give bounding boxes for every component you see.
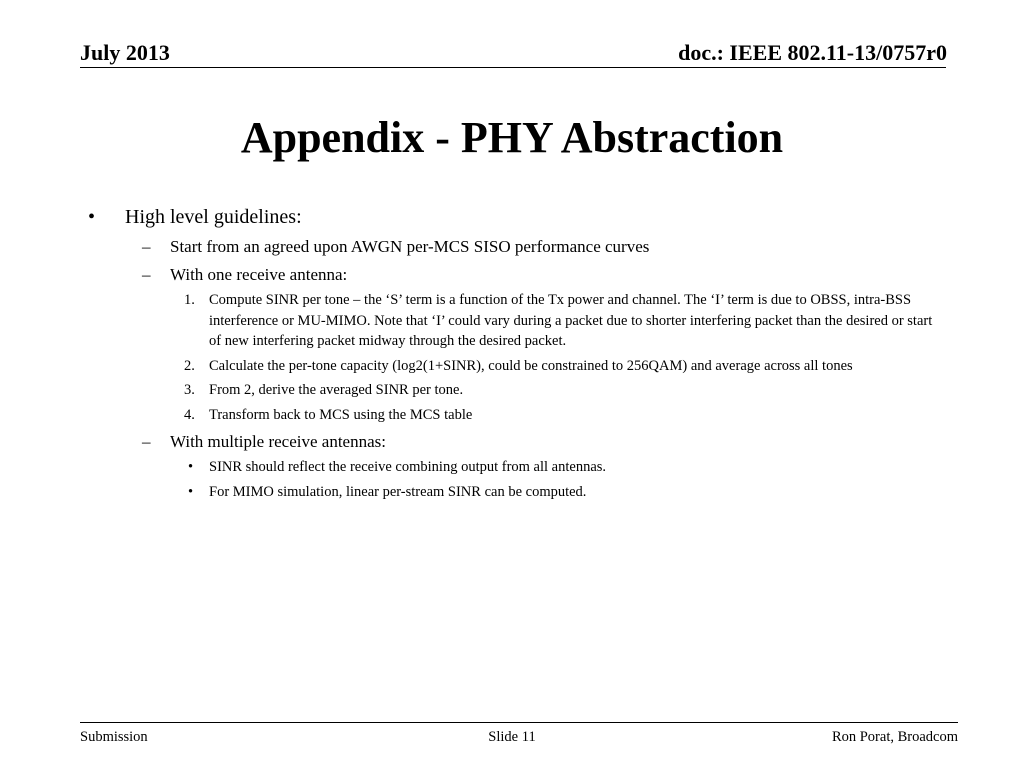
step-text: Calculate the per-tone capacity (log2(1+SINR), could be constrained to 256QAM) and average across all tones bbox=[209, 357, 853, 374]
footer-slide-number: Slide 11 bbox=[488, 729, 536, 745]
sub-bullet-multiple-antennas bbox=[80, 431, 940, 453]
slide-body bbox=[80, 204, 940, 502]
footer-rule bbox=[80, 722, 958, 723]
footer-author: Ron Porat, Broadcom bbox=[831, 729, 958, 745]
step-number: 1. bbox=[184, 292, 195, 308]
header-doc-id: doc.: IEEE 802.11-13/0757r0 bbox=[678, 40, 947, 65]
sub-bullet-awgn-curves bbox=[80, 236, 940, 258]
list-item bbox=[80, 457, 940, 478]
numbered-step bbox=[80, 290, 940, 352]
dash-marker: – bbox=[142, 265, 151, 284]
sub-bullet-text: Start from an agreed upon AWGN per-MCS SISO performance curves bbox=[170, 237, 650, 256]
bullet-marker: • bbox=[188, 459, 194, 475]
dash-marker: – bbox=[142, 237, 151, 256]
bullet-marker: • bbox=[88, 206, 96, 228]
header-rule bbox=[80, 67, 946, 68]
sub-bullet-text: With multiple receive antennas: bbox=[170, 432, 386, 451]
step-text: Compute SINR per tone – the ‘S’ term is a function of the Tx power and channel. The ‘I’ term is due to OBSS, intra-BSS interference or MU-MIMO. Note that ‘I’ could vary during a packet due to shorter interfering packet than the desired or start of new interfering packet midway through the desired packet. bbox=[209, 292, 933, 349]
numbered-step bbox=[80, 405, 940, 426]
list-item-text: SINR should reflect the receive combining output from all antennas. bbox=[209, 459, 607, 475]
dash-marker: – bbox=[142, 432, 151, 451]
numbered-step bbox=[80, 356, 940, 377]
bullet-text: High level guidelines: bbox=[125, 206, 302, 228]
sub-bullet-text: With one receive antenna: bbox=[170, 265, 348, 284]
step-text: Transform back to MCS using the MCS table bbox=[209, 406, 473, 423]
bullet-marker: • bbox=[188, 483, 194, 500]
header-date: July 2013 bbox=[80, 40, 170, 65]
numbered-step bbox=[80, 380, 940, 401]
bullet-high-level-guidelines bbox=[80, 204, 940, 230]
list-item bbox=[80, 482, 940, 503]
step-text: From 2, derive the averaged SINR per tone. bbox=[209, 382, 464, 398]
sub-bullet-one-antenna bbox=[80, 264, 940, 286]
step-number: 3. bbox=[184, 382, 195, 398]
footer-submission: Submission bbox=[80, 729, 148, 745]
step-number: 4. bbox=[184, 406, 195, 423]
list-item-text: For MIMO simulation, linear per-stream SINR can be computed. bbox=[209, 483, 587, 500]
step-number: 2. bbox=[184, 357, 195, 374]
slide-title: Appendix - PHY Abstraction bbox=[240, 113, 784, 162]
